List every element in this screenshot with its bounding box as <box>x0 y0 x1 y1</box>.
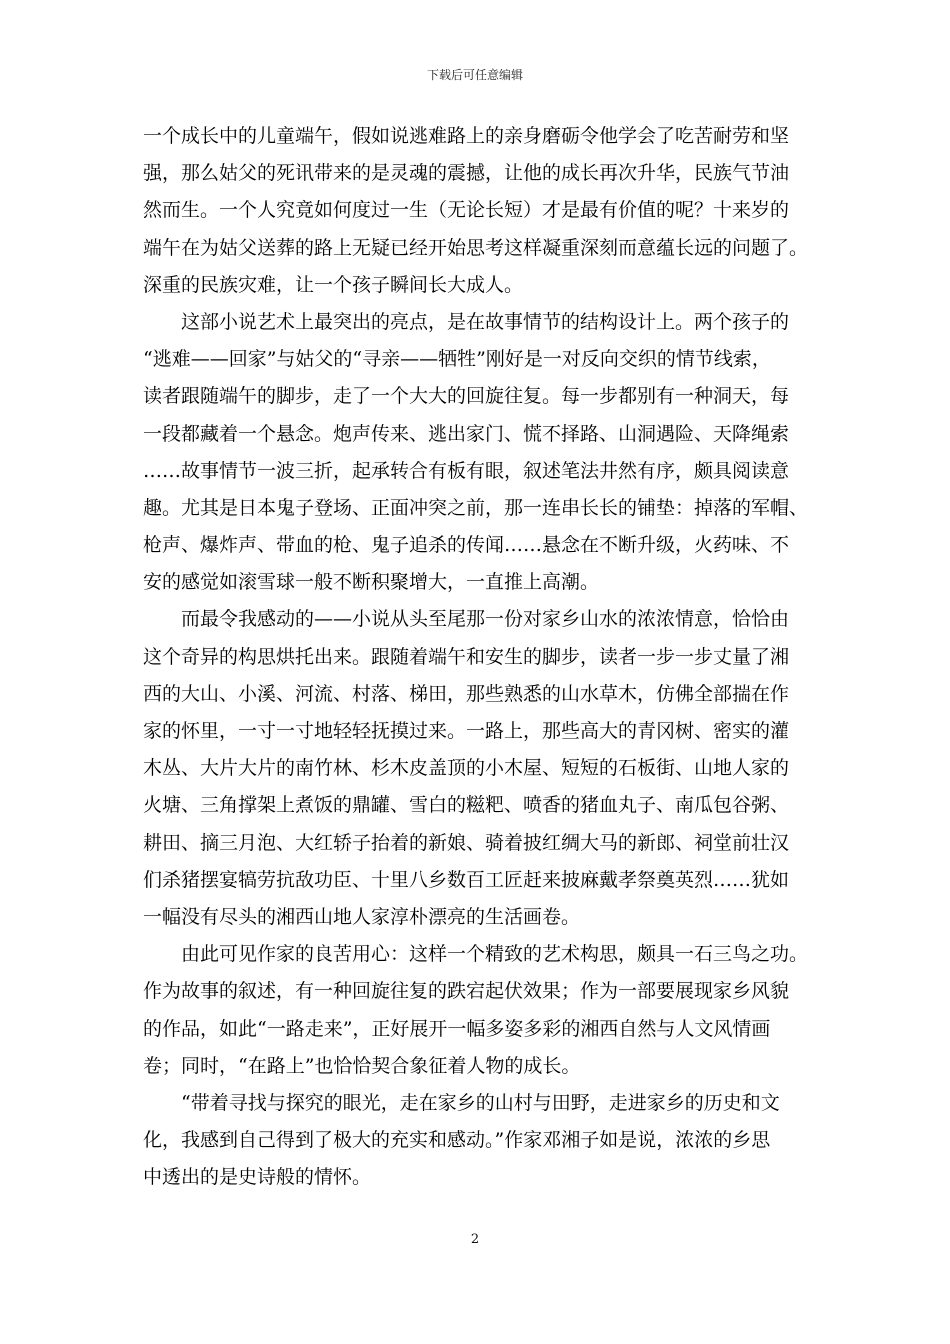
text-line: 一幅没有尽头的湘西山地人家淳朴漂亮的生活画卷。 <box>143 905 581 928</box>
paragraph <box>143 304 823 602</box>
text-line: 枪声、爆炸声、带血的枪、鬼子追杀的传闻……悬念在不断升级，火药味、不 <box>143 534 790 557</box>
text-line: 由此可见作家的良苦用心：这样一个精致的艺术构思，颇具一石三鸟之功。 <box>181 943 809 966</box>
text-line: 这部小说艺术上最突出的亮点，是在故事情节的结构设计上。两个孩子的 <box>181 310 790 333</box>
text-line: 火塘、三角撑架上煮饭的鼎罐、雪白的糍粑、喷香的猪血丸子、南瓜包谷粥、 <box>143 794 790 817</box>
text-line: 读者跟随端午的脚步，走了一个大大的回旋往复。每一步都别有一种洞天，每 <box>143 385 790 408</box>
text-line: 而最令我感动的——小说从头至尾那一份对家乡山水的浓浓情意，恰恰由 <box>181 608 790 631</box>
text-line: 木丛、大片大片的南竹林、杉木皮盖顶的小木屋、短短的石板街、山地人家的 <box>143 757 790 780</box>
text-line: 一个成长中的儿童端午，假如说逃难路上的亲身磨砺令他学会了吃苦耐劳和坚 <box>143 125 790 147</box>
text-line: “逃难——回家”与姑父的“寻亲——牺牲”刚好是一对反向交织的情节线索， <box>143 348 771 371</box>
text-line: 化，我感到自己得到了极大的充实和感动。”作家邓湘子如是说，浓浓的乡思 <box>143 1129 771 1152</box>
page-header: 下载后可任意编辑 <box>426 68 523 82</box>
paragraph <box>143 1085 823 1197</box>
text-line: 作为故事的叙述，有一种回旋往复的跌宕起伏效果；作为一部要展现家乡风貌 <box>143 980 790 1003</box>
text-line: 一段都藏着一个悬念。炮声传来、逃出家门、慌不择路、山洞遇险、天降绳索 <box>143 422 790 445</box>
paragraph <box>143 601 823 936</box>
page-number: 2 <box>470 1232 480 1247</box>
text-line: 趣。尤其是日本鬼子登场、正面冲突之前，那一连串长长的铺垫：掉落的军帽、 <box>143 496 809 519</box>
text-line: 西的大山、小溪、河流、村落、梯田，那些熟悉的山水草木，仿佛全部揣在作 <box>143 682 790 705</box>
text-line: 深重的民族灾难，让一个孩子瞬间长大成人。 <box>143 273 524 296</box>
text-line: ……故事情节一波三折，起承转合有板有眼，叙述笔法井然有序，颇具阅读意 <box>143 459 790 482</box>
text-line: 中透出的是史诗般的情怀。 <box>143 1166 372 1189</box>
text-line: 卷；同时，“在路上”也恰恰契合象征着人物的成长。 <box>143 1054 581 1077</box>
text-line: 安的感觉如滚雪球一般不断积聚增大，一直推上高潮。 <box>143 571 600 594</box>
document-body <box>143 118 823 1196</box>
text-line: 然而生。一个人究竟如何度过一生（无论长短）才是最有价值的呢？十来岁的 <box>143 199 790 222</box>
text-line: 端午在为姑父送葬的路上无疑已经开始思考这样凝重深刻而意蕴长远的问题了。 <box>143 236 809 259</box>
paragraph <box>143 936 823 1085</box>
text-line: 的作品，如此“一路走来”，正好展开一幅多姿多彩的湘西自然与人文风情画 <box>143 1017 771 1040</box>
text-line: 耕田、摘三月泡、大红轿子抬着的新娘、骑着披红绸大马的新郎、祠堂前壮汉 <box>143 831 790 854</box>
text-line: 们杀猪摆宴犒劳抗敌功臣、十里八乡数百工匠赶来披麻戴孝祭奠英烈……犹如 <box>143 868 790 891</box>
text-line: 强，那么姑父的死讯带来的是灵魂的震撼，让他的成长再次升华，民族气节油 <box>143 162 790 185</box>
paragraph <box>143 118 823 304</box>
text-line: “带着寻找与探究的眼光，走在家乡的山村与田野，走进家乡的历史和文 <box>181 1091 780 1114</box>
text-line: 家的怀里，一寸一寸地轻轻抚摸过来。一路上，那些高大的青冈树、密实的灌 <box>143 720 790 742</box>
text-line: 这个奇异的构思烘托出来。跟随着端午和安生的脚步，读者一步一步丈量了湘 <box>143 645 790 668</box>
